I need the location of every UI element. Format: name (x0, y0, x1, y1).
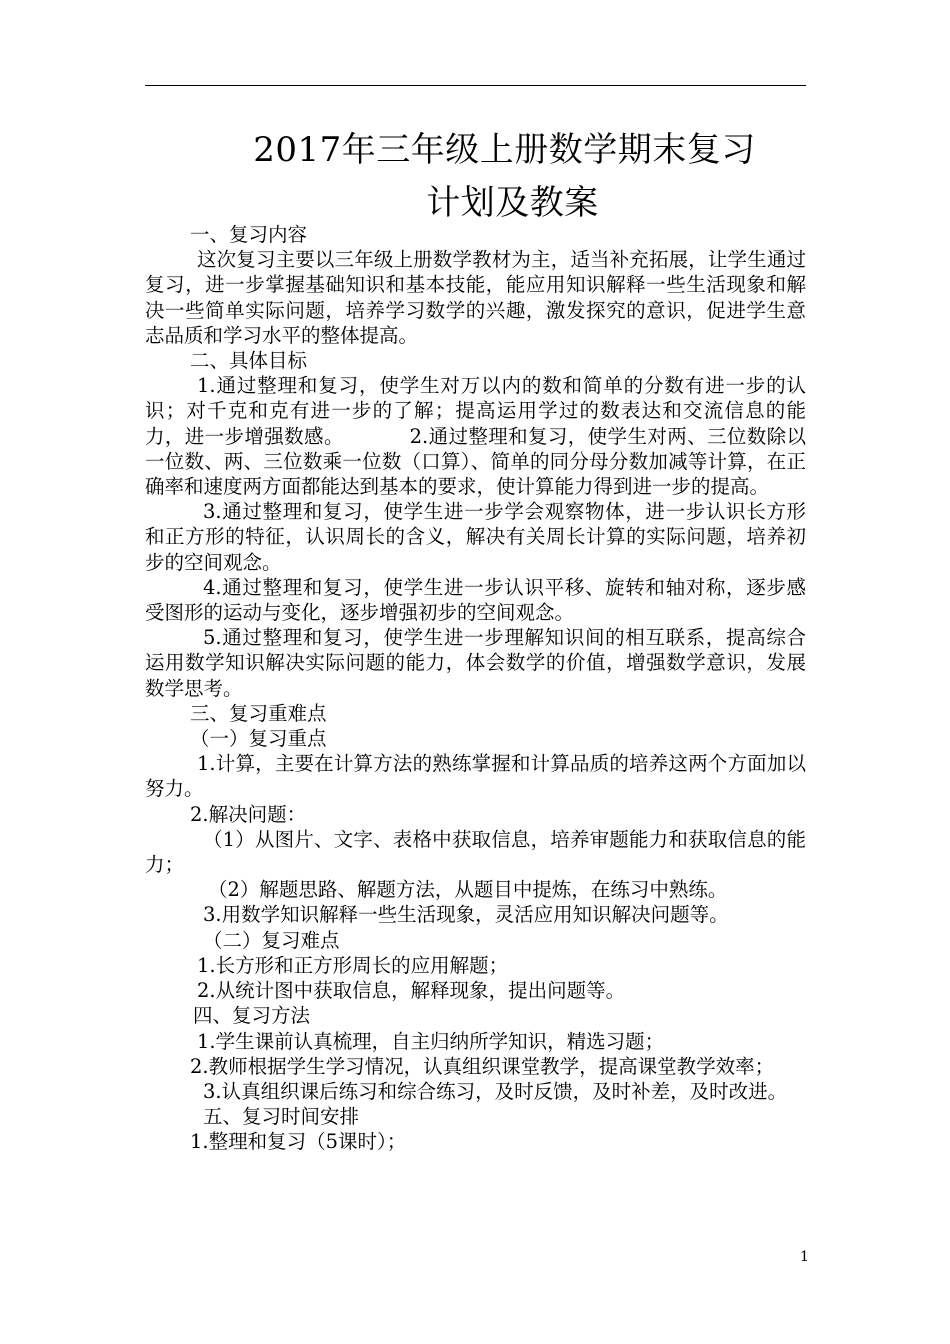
paragraph: 3.通过整理和复习，使学生进一步学会观察物体，进一步认识长方形和正方形的特征，认识周长的含义，解决有关周长计算的实际问题，培养初步的空间观念。 (145, 500, 806, 574)
paragraph: 1.长方形和正方形周长的应用解题； (197, 953, 509, 977)
paragraph: 1.学生课前认真梳理，自主归纳所学知识，精选习题； (197, 1029, 665, 1053)
paragraph: 1.通过整理和复习，使学生对万以内的数和简单的分数有进一步的认识；对千克和克有进一步的了解；提高运用学过的数表达和交流信息的能力，进一步增强数感。 2.通过整理和复习，使学生对两、三位数除以一位数、两、三位数乘一位数（口算）、简单的同分母分数加减等计算，在正确率和速度两方面都能达到基本的要求，使计算能力得到进一步的提高。 (145, 374, 806, 499)
paragraph: 1.计算，主要在计算方法的熟练掌握和计算品质的培养这两个方面加以努力。 (145, 752, 806, 801)
paragraph: 5.通过整理和复习，使学生进一步理解知识间的相互联系，提高综合运用数学知识解决实际问题的能力，体会数学的价值，增强数学意识，发展数学思考。 (145, 626, 806, 700)
paragraph: 3.认真组织课后练习和综合练习，及时反馈，及时补差，及时改进。 (203, 1079, 788, 1103)
section-heading: 二、具体目标 (190, 349, 308, 373)
header-rule (145, 85, 806, 86)
section-heading: 三、复习重难点 (190, 701, 327, 725)
subsection-heading: （二）复习难点 (203, 928, 340, 952)
section-heading: 四、复习方法 (193, 1004, 311, 1028)
section-heading: 五、复习时间安排 (203, 1105, 360, 1129)
paragraph: （1）从图片、文字、表格中获取信息，培养审题能力和获取信息的能力； (145, 827, 806, 877)
paragraph: （2）解题思路、解题方法，从题目中提炼，在练习中熟练。 (208, 878, 728, 902)
subsection-heading: （一）复习重点 (190, 727, 327, 751)
page-number: 1 (800, 1249, 809, 1265)
paragraph: 2.教师根据学生学习情况，认真组织课堂教学，提高课堂教学效率； (190, 1054, 775, 1078)
section-heading: 一、复习内容 (190, 223, 308, 246)
document-title-line-2: 计划及教案 (426, 183, 599, 223)
paragraph: 2.解决问题： (190, 802, 307, 826)
paragraph: 3.用数学知识解释一些生活现象，灵活应用知识解决问题等。 (203, 903, 729, 927)
document-title-line-1: 2017年三年级上册数学期末复习 (253, 130, 756, 170)
paragraph: 4.通过整理和复习，使学生进一步认识平移、旋转和轴对称，逐步感受图形的运动与变化，逐步增强初步的空间观念。 (145, 575, 806, 625)
paragraph: 这次复习主要以三年级上册数学教材为主，适当补充拓展，让学生通过复习，进一步掌握基础知识和基本技能，能应用知识解释一些生活现象和解决一些简单实际问题，培养学习数学的兴趣，激发探究的意识，促进学生意志品质和学习水平的整体提高。 (145, 248, 806, 347)
paragraph: 2.从统计图中获取信息，解释现象，提出问题等。 (197, 979, 626, 1003)
paragraph: 1.整理和复习（5课时）； (190, 1130, 407, 1154)
document-body (145, 222, 806, 1155)
